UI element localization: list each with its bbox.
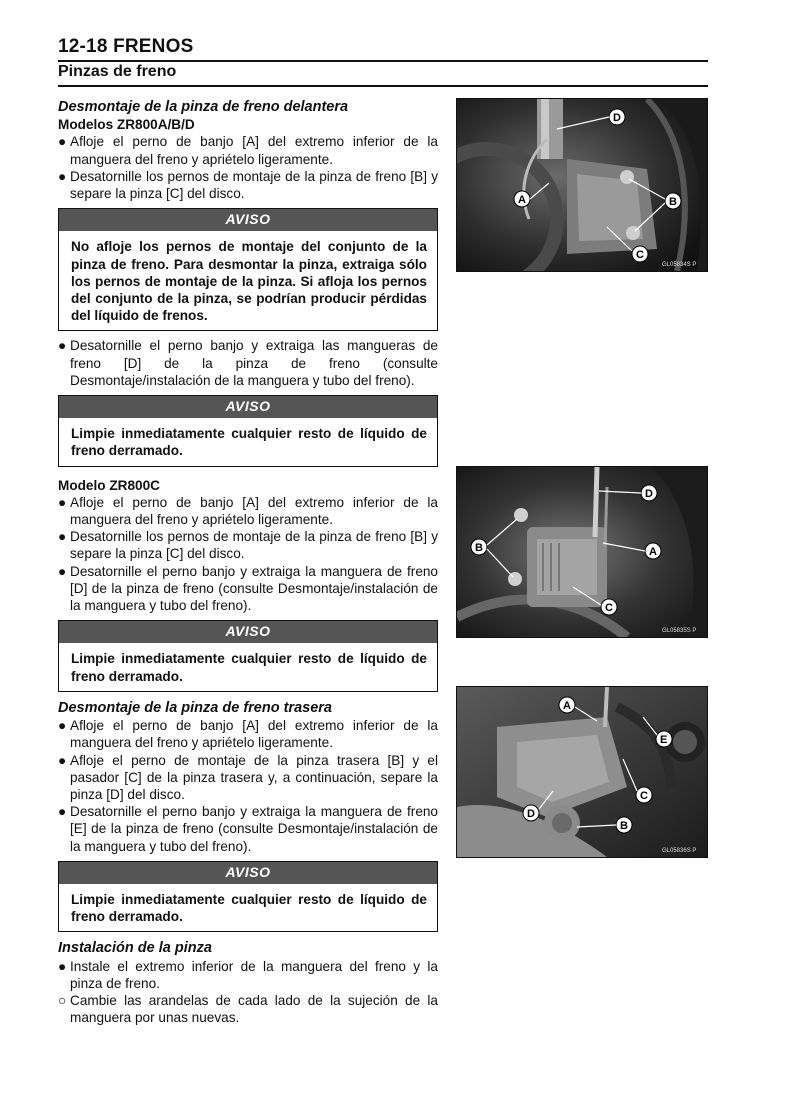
bullet-icon: ● — [58, 752, 67, 768]
step-text: Afloje el perno de banjo [A] del extremo inferior de la manguera del freno y apriételo ligeramente. — [70, 718, 438, 751]
model-heading-abd: Modelos ZR800A/B/D — [58, 117, 195, 133]
notice-box — [58, 395, 438, 467]
step-text: Desatornille el perno banjo y extraiga la manguera de freno [D] de la pinza de freno (consulte Desmontaje/instalación de la manguera y tubo del freno). — [70, 563, 438, 614]
callout-c: C — [605, 602, 613, 614]
notice-box — [58, 620, 438, 692]
callout-d: D — [527, 808, 535, 820]
step-text: Afloje el perno de banjo [A] del extremo inferior de la manguera del freno y apriételo ligeramente. — [70, 134, 438, 167]
callout-d: D — [645, 488, 653, 500]
page-subtitle: Pinzas de freno — [58, 63, 177, 80]
section-title-front: Desmontaje de la pinza de freno delantera — [58, 99, 349, 115]
callout-c: C — [636, 249, 644, 261]
list-item — [58, 494, 438, 528]
notice-text: Limpie inmediatamente cualquier resto de líquido de freno derramado. — [71, 651, 427, 684]
callout-a: A — [518, 194, 526, 206]
step-text: Instale el extremo inferior de la manguera del freno y la pinza de freno. — [70, 958, 438, 991]
step-text: Desatornille el perno banjo y extraiga las mangueras de freno [D] de la pinza de freno (consulte Desmontaje/instalación de la manguera y tubo del freno). — [70, 338, 438, 388]
figure-code: GL05834S P — [662, 262, 697, 268]
header-rule — [58, 60, 708, 62]
subtitle-rule — [58, 85, 708, 87]
notice-label: AVISO — [59, 862, 437, 884]
callout-e: E — [660, 734, 668, 746]
text-column — [58, 99, 438, 1026]
bullet-icon: ● — [58, 134, 67, 150]
notice-label: AVISO — [59, 621, 437, 643]
figure-front-caliper-c — [456, 466, 708, 638]
step-text: Desatornille los pernos de montaje de la pinza de freno [B] y separe la pinza [C] del disco. — [70, 168, 438, 202]
bullet-icon: ● — [58, 718, 67, 734]
list-item — [58, 803, 438, 855]
callout-a: A — [563, 700, 571, 712]
list-item — [58, 168, 438, 202]
bullet-icon: ● — [58, 529, 67, 545]
notice-text: No afloje los pernos de montaje del conjunto de la pinza de freno. Para desmontar la pinza, extraiga sólo los pernos de montaje de la pinza. Si afloja los pernos del conjunto de la pinza, se podrían producir pérdidas del líquido de frenos. — [71, 239, 427, 324]
bullet-icon: ● — [58, 338, 67, 354]
bullet-icon: ● — [58, 804, 67, 820]
notice-box — [58, 208, 438, 331]
notice-label: AVISO — [59, 209, 437, 231]
section-title-install: Instalación de la pinza — [58, 940, 212, 957]
figure-code: GL05835S P — [662, 628, 697, 634]
callout-d: D — [613, 112, 621, 124]
page-header — [58, 36, 708, 58]
notice-box — [58, 861, 438, 933]
section-title-rear: Desmontaje de la pinza de freno trasera — [58, 699, 332, 716]
notice-text: Limpie inmediatamente cualquier resto de líquido de freno derramado. — [71, 891, 427, 925]
list-item — [58, 992, 438, 1026]
step-text: Desatornille los pernos de montaje de la pinza de freno [B] y separe la pinza [C] del disco. — [70, 529, 438, 562]
hollow-bullet-icon: ○ — [58, 992, 67, 1008]
figure-front-caliper-abd — [456, 98, 708, 272]
bullet-icon: ● — [58, 563, 67, 579]
callout-b: B — [620, 820, 628, 832]
bullet-icon: ● — [58, 168, 67, 184]
step-text: Afloje el perno de montaje de la pinza trasera [B] y el pasador [C] de la pinza trasera y, a continuación, separe la pinza [D] del disco. — [70, 752, 438, 802]
notice-label: AVISO — [59, 396, 437, 418]
list-item — [58, 133, 438, 167]
list-item — [58, 337, 438, 389]
callout-b: B — [669, 196, 677, 208]
list-item — [58, 958, 438, 992]
callout-b: B — [475, 542, 483, 554]
callout-c: C — [640, 790, 648, 802]
step-text: Afloje el perno de banjo [A] del extremo inferior de la manguera del freno y apriételo ligeramente. — [70, 494, 438, 528]
list-item — [58, 563, 438, 615]
callout-a: A — [649, 546, 657, 558]
step-text: Cambie las arandelas de cada lado de la sujeción de la manguera por unas nuevas. — [70, 992, 438, 1026]
step-text: Desatornille el perno banjo y extraiga la manguera de freno [E] de la pinza de freno (consulte Desmontaje/instalación de la manguera y tubo del freno). — [70, 804, 438, 854]
list-item — [58, 528, 438, 562]
notice-text: Limpie inmediatamente cualquier resto de líquido de freno derramado. — [71, 426, 427, 459]
list-item — [58, 752, 438, 804]
figure-code: GL05836S P — [662, 848, 697, 854]
bullet-icon: ● — [58, 494, 67, 510]
figure-rear-caliper — [456, 686, 708, 858]
bullet-icon: ● — [58, 958, 67, 974]
model-heading-c: Modelo ZR800C — [58, 477, 160, 493]
page-title: 12-18 FRENOS — [58, 36, 194, 57]
list-item — [58, 717, 438, 751]
